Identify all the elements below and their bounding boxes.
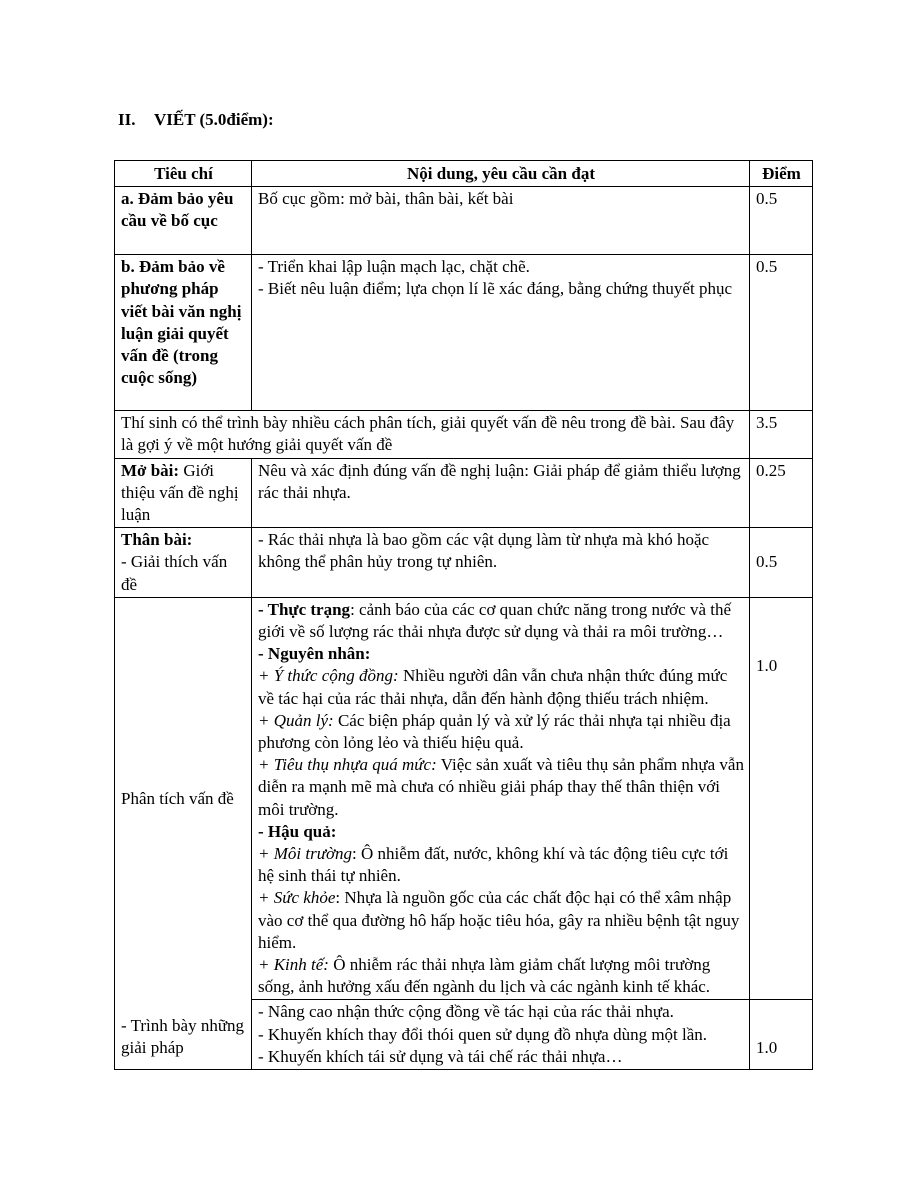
content-intro: Nêu và xác định đúng vấn đề nghị luận: Giải pháp để giảm thiểu lượng rác thải nhựa. [252, 458, 750, 528]
env-text: : Ô nhiễm đất, nước, không khí và tác động tiêu cực tới hệ sinh thái tự nhiên. [258, 844, 729, 886]
criteria-analysis: Phân tích vấn đề [115, 597, 252, 1000]
health-label: + Sức khỏe [258, 888, 336, 908]
table-header-row [115, 161, 813, 187]
table-row [115, 458, 813, 528]
score-analysis-cell [750, 597, 813, 1000]
score-note: 3.5 [750, 411, 813, 458]
solution-item-1: - Nâng cao nhận thức cộng đồng về tác hại của rác thải nhựa. [258, 1002, 674, 1022]
table-row [115, 187, 813, 255]
grading-rubric-table [114, 160, 813, 1070]
content-layout: Bố cục gồm: mở bài, thân bài, kết bài [252, 187, 750, 255]
content-body-explain: - Rác thải nhựa là bao gồm các vật dụng làm từ nhựa mà khó hoặc không thể phân hủy trong tự nhiên. [252, 528, 750, 598]
explain-label: - Giải thích vấn đề [121, 552, 228, 594]
header-score: Điểm [750, 161, 813, 187]
score-analysis: 1.0 [756, 655, 778, 675]
section-number: II. [118, 110, 136, 129]
econ-text: Ô nhiễm rác thải nhựa làm giảm chất lượng môi trường sống, ảnh hưởng xấu đến ngành du lịch và các ngành kinh tế khác. [258, 955, 711, 997]
score-layout: 0.5 [750, 187, 813, 255]
header-criteria: Tiêu chí [115, 161, 252, 187]
cause-label: - Nguyên nhân: [258, 644, 371, 664]
content-method [252, 255, 750, 411]
solution-item-3: - Khuyến khích tái sử dụng và tái chế rác thải nhựa… [258, 1046, 623, 1066]
table-row [115, 411, 813, 458]
status-label: - Thực trạng [258, 599, 351, 619]
intro-desc: Giới thiệu vấn đề nghị luận [121, 460, 239, 525]
content-solutions [252, 1000, 750, 1070]
solutions-label: - Trình bày những giải pháp [121, 1015, 245, 1058]
score-solutions-cell [750, 1000, 813, 1070]
awareness-text: Nhiều người dân vẫn chưa nhận thức đúng mức về tác hại của rác thải nhựa, dẫn đến hành động thiếu trách nhiệm. [258, 666, 728, 708]
table-row [115, 597, 813, 1000]
status-text: : cảnh báo của các cơ quan chức năng trong nước và thế giới về số lượng rác thải nhựa được sử dụng và thải ra môi trường… [258, 599, 732, 642]
criteria-method: b. Đảm bảo về phương pháp viết bài văn nghị luận giải quyết vấn đề (trong cuộc sống) [115, 255, 252, 411]
score-body-explain: 0.5 [750, 528, 813, 598]
solution-item-2: - Khuyến khích thay đổi thói quen sử dụng đồ nhựa dùng một lần. [258, 1024, 708, 1044]
criteria-solutions [115, 1000, 252, 1070]
score-intro: 0.25 [750, 458, 813, 528]
table-row [115, 1000, 813, 1070]
criteria-body-explain [115, 528, 252, 598]
intro-label: Mở bài: [121, 460, 180, 480]
section-heading [118, 110, 274, 130]
score-solutions: 1.0 [756, 1038, 778, 1058]
method-point-2: - Biết nêu luận điểm; lựa chọn lí lẽ xác đáng, bằng chứng thuyết phục [258, 279, 732, 299]
consume-text: Việc sản xuất và tiêu thụ sản phẩm nhựa vẫn diễn ra mạnh mẽ mà chưa có nhiều giải pháp thay thế thân thiện với môi trường. [258, 755, 744, 819]
table-row [115, 528, 813, 598]
method-point-1: - Triển khai lập luận mạch lạc, chặt chẽ. [258, 257, 530, 277]
env-label: + Môi trường [258, 844, 353, 864]
awareness-label: + Ý thức cộng đồng: [258, 666, 399, 686]
manage-text: Các biện pháp quản lý và xử lý rác thải nhựa tại nhiều địa phương còn lỏng lẻo và thiếu hiệu quả. [258, 710, 731, 753]
econ-label: + Kinh tế: [258, 955, 329, 975]
section-title: VIẾT (5.0điểm): [154, 110, 274, 129]
header-content: Nội dung, yêu cầu cần đạt [252, 161, 750, 187]
health-text: : Nhựa là nguồn gốc của các chất độc hại có thể xâm nhập vào cơ thể qua đường hô hấp hoặc tiêu hóa, gây ra nhiều bệnh tật nguy hiểm. [258, 888, 740, 952]
effect-label: - Hậu quả: [258, 821, 337, 841]
score-method: 0.5 [750, 255, 813, 411]
manage-label: + Quản lý: [258, 710, 334, 730]
content-analysis [252, 597, 750, 1000]
criteria-intro [115, 458, 252, 528]
table-row [115, 255, 813, 411]
criteria-layout: a. Đảm bảo yêu cầu về bố cục [115, 187, 252, 255]
body-label: Thân bài: [121, 530, 193, 550]
consume-label: + Tiêu thụ nhựa quá mức: [258, 755, 437, 775]
note-text: Thí sinh có thể trình bày nhiều cách phân tích, giải quyết vấn đề nêu trong đề bài. Sau đây là gợi ý về một hướng giải quyết vấn đề [115, 411, 750, 458]
